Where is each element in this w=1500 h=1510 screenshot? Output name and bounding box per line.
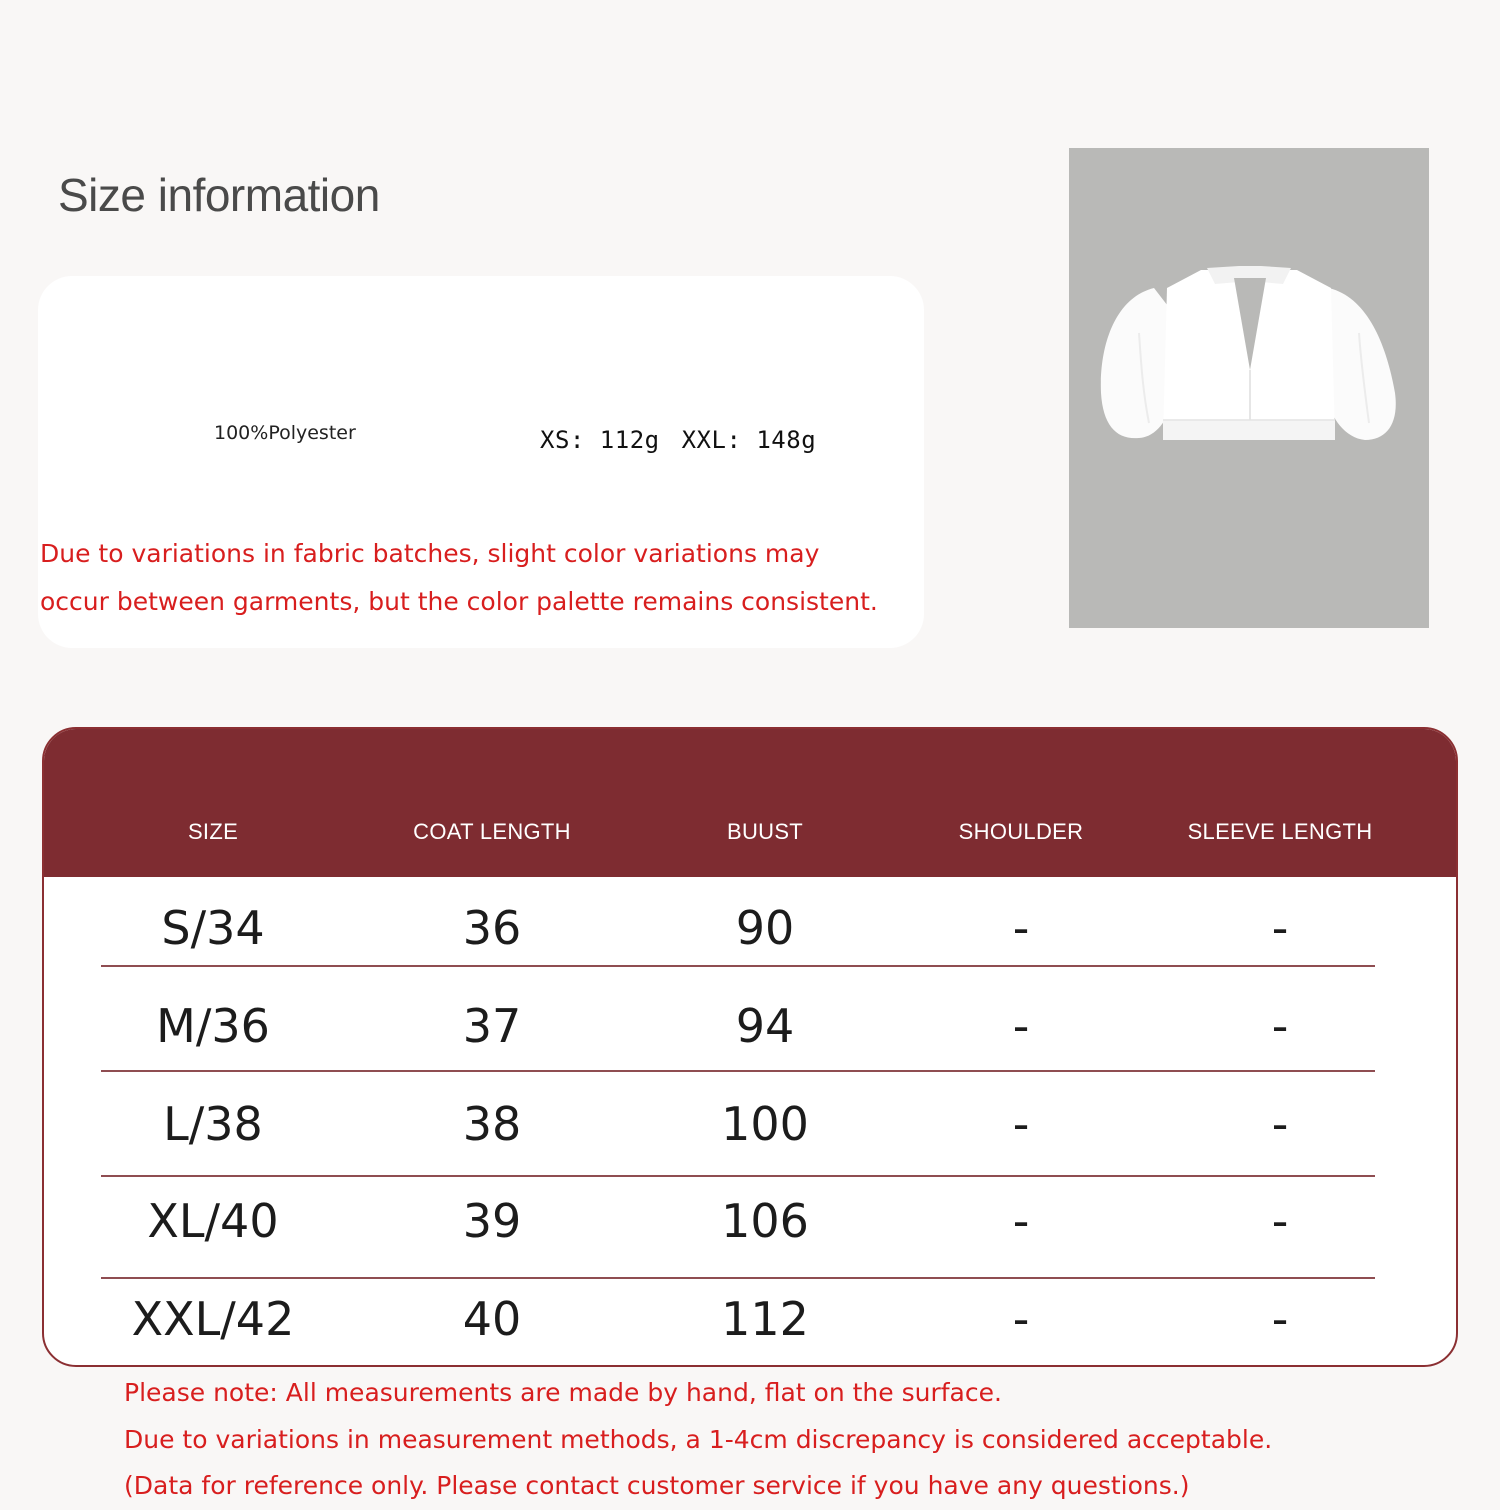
row-divider — [101, 1070, 1375, 1072]
bust-cell: 94 — [735, 999, 795, 1053]
table-row — [44, 879, 1456, 977]
shoulder-cell: - — [1012, 901, 1030, 955]
coat-length-cell: 36 — [462, 901, 522, 955]
sleeve-length-cell: - — [1271, 1097, 1289, 1151]
column-header: BUUST — [726, 819, 804, 844]
size-table — [42, 727, 1458, 1367]
measurement-notes — [124, 1370, 1494, 1510]
sleeve-length-cell: - — [1271, 1194, 1289, 1248]
color-variation-note — [40, 530, 960, 626]
coat-length-cell: 37 — [462, 999, 522, 1053]
size-cell: L/38 — [163, 1097, 263, 1151]
bust-cell: 90 — [735, 901, 795, 955]
column-header: SLEEVE LENGTH — [1187, 819, 1373, 844]
bust-cell: 106 — [721, 1194, 809, 1248]
note-line: Due to variations in measurement methods, a 1-4cm discrepancy is considered acceptable. — [124, 1424, 1273, 1454]
table-row — [44, 977, 1456, 1075]
column-header: SHOULDER — [958, 819, 1084, 844]
table-row — [44, 1075, 1456, 1173]
color-note-line: occur between garments, but the color palette remains consistent. — [40, 587, 878, 616]
sleeve-length-cell: - — [1271, 901, 1289, 955]
bust-cell: 112 — [721, 1292, 809, 1346]
column-header: SIZE — [187, 819, 239, 844]
size-cell: S/34 — [161, 901, 265, 955]
product-photo — [1069, 148, 1429, 628]
shoulder-cell: - — [1012, 999, 1030, 1053]
coat-length-cell: 40 — [462, 1292, 522, 1346]
size-cell: XXL/42 — [131, 1292, 295, 1346]
coat-length-cell: 38 — [462, 1097, 522, 1151]
page-title: Size information — [58, 169, 380, 221]
shoulder-cell: - — [1012, 1292, 1030, 1346]
coat-length-cell: 39 — [462, 1194, 522, 1248]
note-line: Please note: All measurements are made by hand, flat on the surface. — [124, 1378, 1002, 1407]
bust-cell: 100 — [721, 1097, 809, 1151]
weight-xs: XS: 112g — [540, 426, 660, 454]
color-note-line: Due to variations in fabric batches, slight color variations may — [40, 539, 820, 568]
note-line: (Data for reference only. Please contact customer service if you have any questions.) — [124, 1471, 1190, 1500]
shoulder-cell: - — [1012, 1194, 1030, 1248]
table-row — [44, 1270, 1456, 1367]
sleeve-length-cell: - — [1271, 999, 1289, 1053]
weight-xxl: XXL: 148g — [681, 426, 817, 454]
sleeve-length-cell: - — [1271, 1292, 1289, 1346]
table-header — [44, 729, 1456, 877]
row-divider — [101, 965, 1375, 967]
weight-info — [540, 426, 816, 454]
shoulder-cell: - — [1012, 1097, 1030, 1151]
material-label: 100%Polyester — [214, 422, 356, 444]
column-header: COAT LENGTH — [413, 819, 571, 844]
size-cell: XL/40 — [147, 1194, 279, 1248]
blouse-image — [1069, 148, 1429, 628]
table-row — [44, 1172, 1456, 1270]
size-cell: M/36 — [156, 999, 270, 1053]
